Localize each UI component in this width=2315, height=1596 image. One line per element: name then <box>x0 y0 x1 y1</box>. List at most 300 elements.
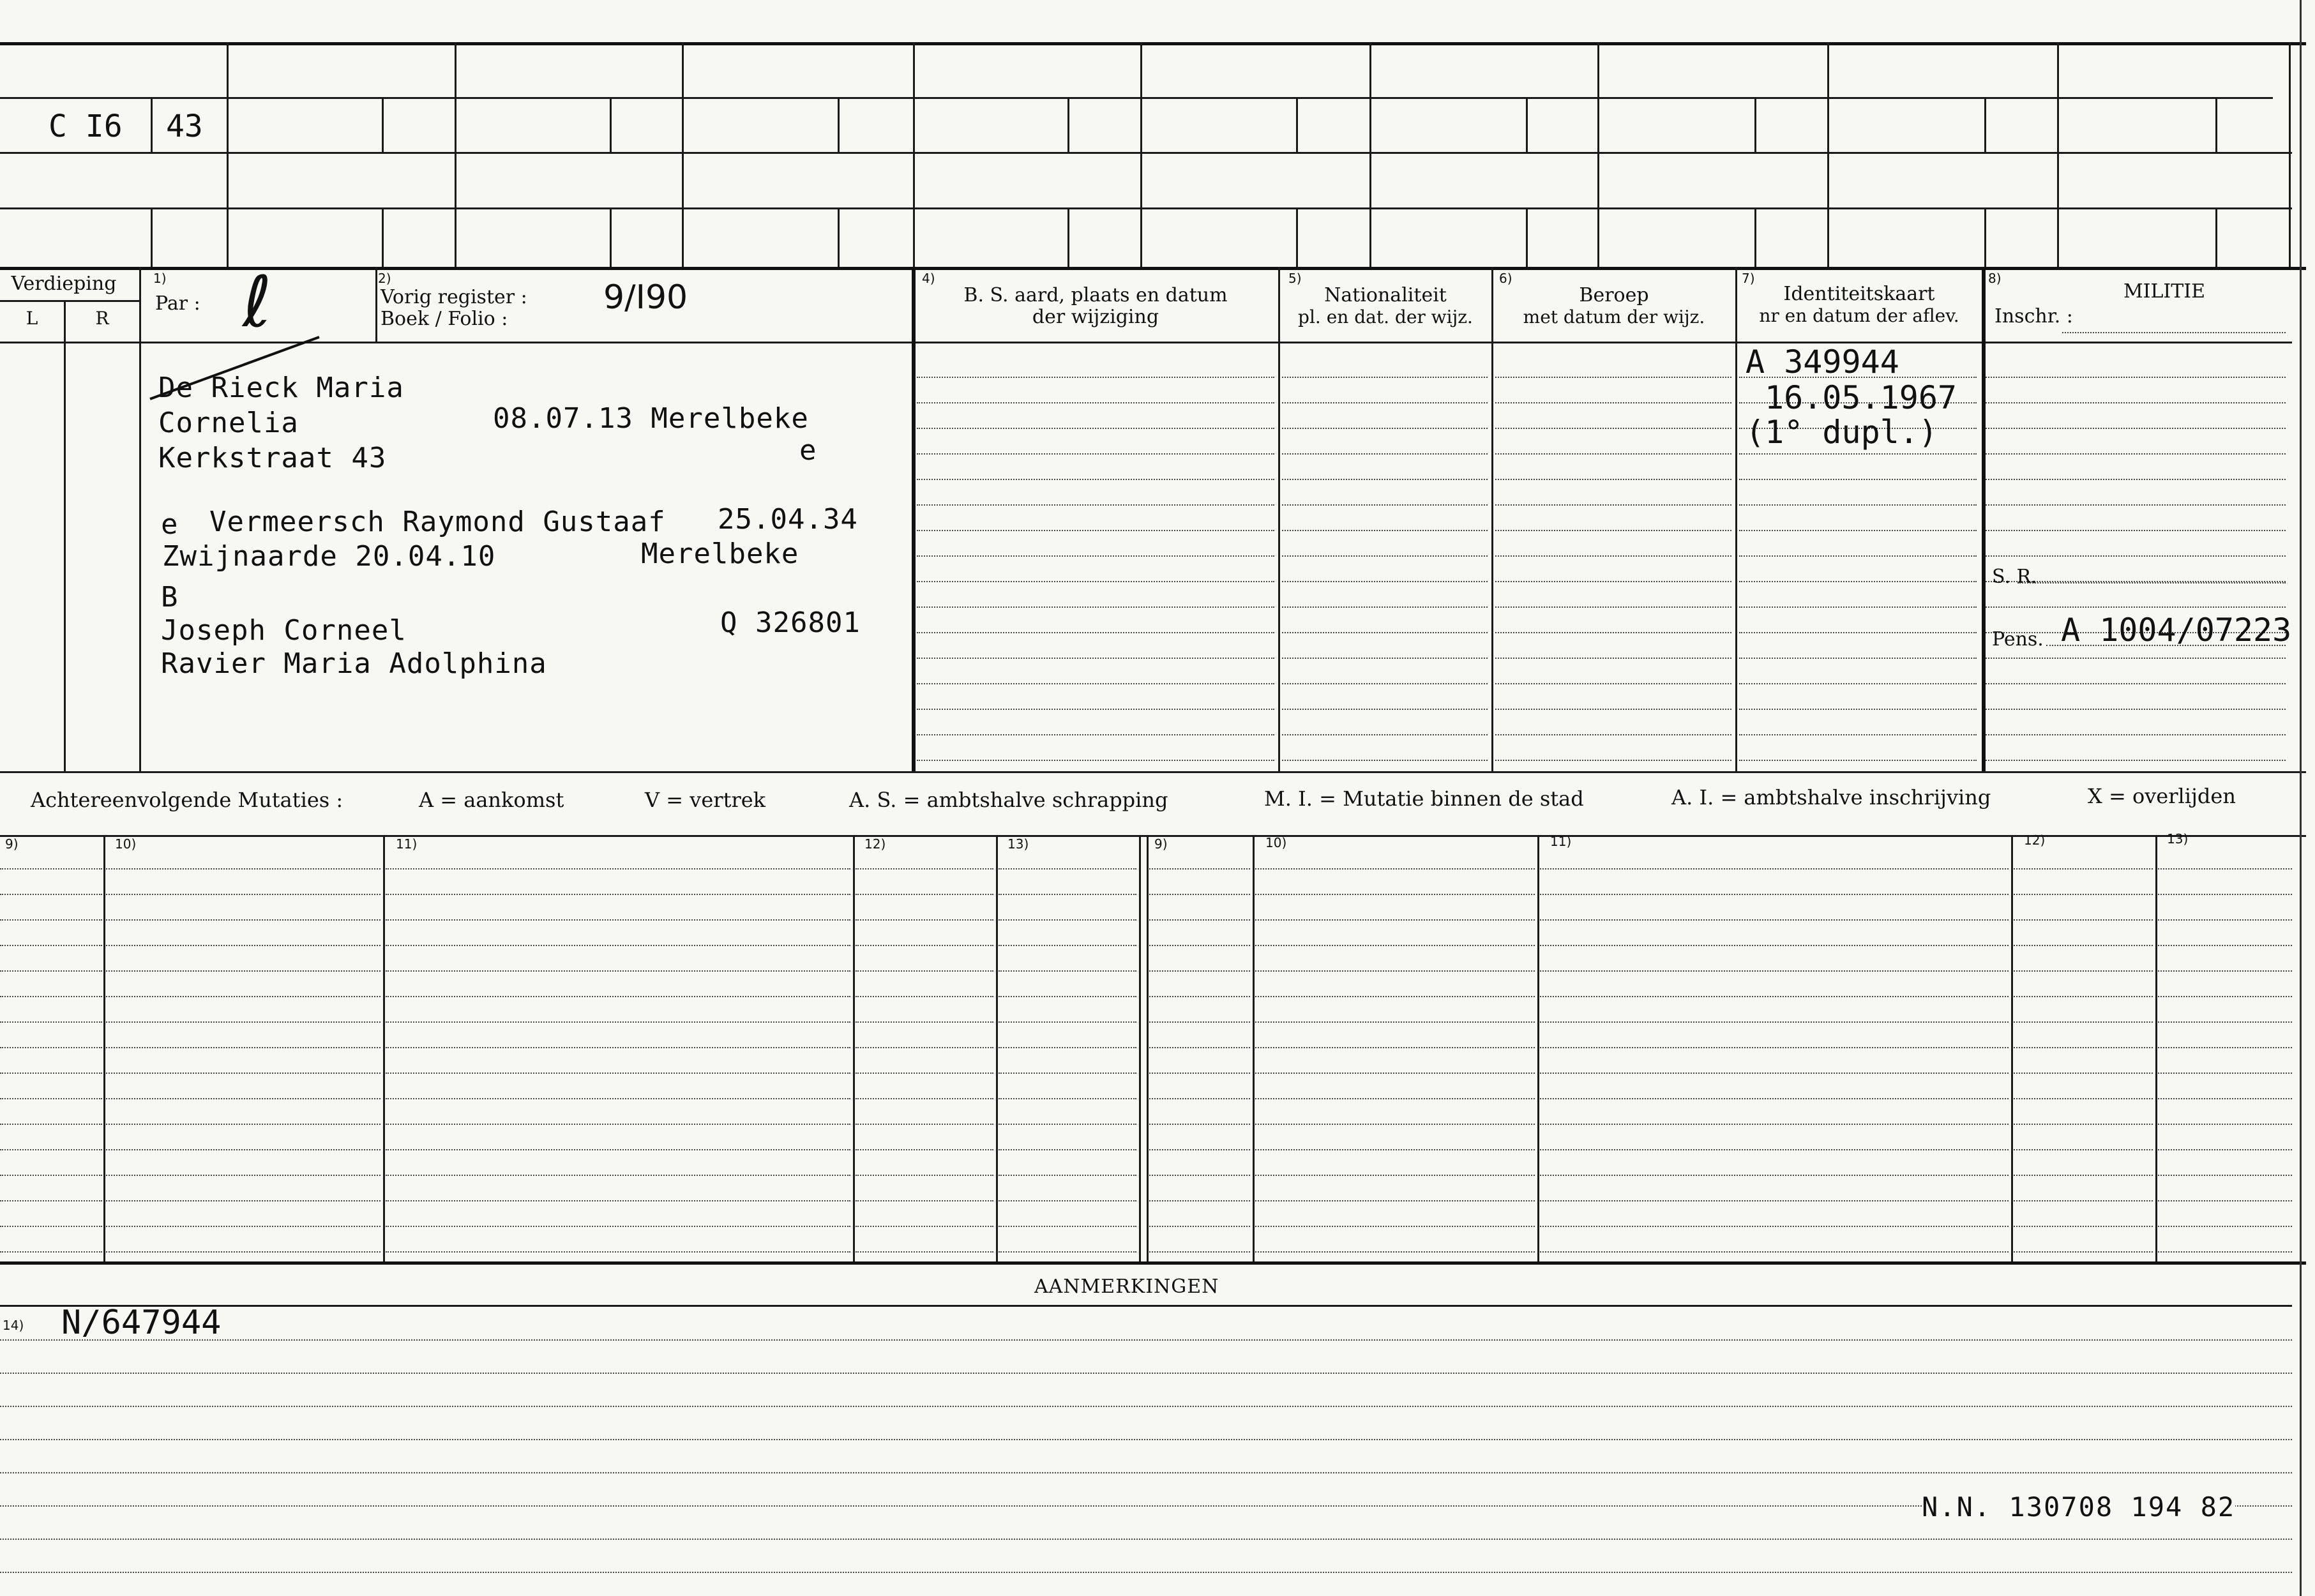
ruling-line <box>1739 581 1977 582</box>
top-grid-line <box>0 207 2292 209</box>
ruling-line <box>1986 402 2286 403</box>
ruling-line <box>917 658 1274 659</box>
card-number: 43 <box>166 109 203 144</box>
spouse-prefix: e <box>161 508 179 541</box>
ruling-line <box>0 1339 2292 1341</box>
ruling-line <box>917 377 1274 378</box>
ruling-line <box>1739 479 1977 480</box>
ruling-line <box>1540 1251 2009 1253</box>
grid-line <box>1754 207 1756 267</box>
ruling-line <box>917 734 1274 735</box>
ruling-line <box>2158 1251 2292 1253</box>
ruling-line <box>0 1572 2292 1573</box>
col4-subtitle: der wijziging <box>1032 306 1159 328</box>
mut-col-line <box>383 835 385 1263</box>
grid-line <box>2289 42 2291 267</box>
ruling-line <box>1255 1021 1535 1023</box>
ruling-line <box>1739 555 1977 557</box>
ruling-line <box>999 1021 1136 1023</box>
mut-col-line <box>2011 835 2013 1263</box>
right-edge <box>2300 0 2302 1596</box>
ruling-line <box>1540 945 2009 946</box>
ruling-line <box>2014 1098 2153 1099</box>
ruling-line <box>856 1098 993 1099</box>
ruling-line <box>2014 996 2153 997</box>
ruling-line <box>917 453 1274 455</box>
ruling-line <box>106 1175 381 1176</box>
ruling-line <box>2158 1047 2292 1048</box>
ruling-line <box>0 1098 102 1099</box>
ruling-line <box>0 1149 102 1150</box>
ruling-line <box>856 868 993 870</box>
mut-left-h9: 9) <box>5 836 19 852</box>
ruling-line <box>1739 504 1977 506</box>
top-grid-line <box>0 97 2273 99</box>
ruling-line <box>1255 1175 1535 1176</box>
col4-title: B. S. aard, plaats en datum <box>963 284 1228 306</box>
card-series: C I6 <box>49 109 123 144</box>
legend-top-line <box>0 771 2306 773</box>
ruling-line <box>1149 996 1250 997</box>
ruling-line <box>1540 1098 2009 1099</box>
ruling-line <box>0 1226 102 1227</box>
ruling-line <box>1540 996 2009 997</box>
ruling-line <box>2014 1047 2153 1048</box>
legend-x: X = overlijden <box>2088 784 2236 808</box>
ruling-line <box>386 1021 850 1023</box>
ruling-line <box>106 1200 381 1201</box>
id-card-date: 16.05.1967 <box>1765 379 1957 416</box>
ruling-line <box>999 1200 1136 1201</box>
ruling-line <box>1986 683 2286 684</box>
ruling-line <box>1495 504 1731 506</box>
grid-line <box>1067 97 1069 152</box>
ruling-line <box>1255 894 1535 895</box>
ruling-line <box>1149 1226 1250 1227</box>
col6-subtitle: met datum der wijz. <box>1523 306 1705 327</box>
person-name-line2: Cornelia <box>158 407 299 439</box>
col5-title: Nationaliteit <box>1324 284 1447 306</box>
ruling-line <box>1149 1098 1250 1099</box>
mut-col-line <box>1253 835 1255 1263</box>
par-num: 1) <box>153 271 167 286</box>
ruling-line <box>1540 1149 2009 1150</box>
floor-lr-divider <box>64 300 66 771</box>
ruling-line <box>2158 1098 2292 1099</box>
ruling-line <box>917 530 1274 531</box>
col4-num: 4) <box>922 271 935 286</box>
grid-line <box>610 97 612 152</box>
ruling-line <box>1255 1073 1535 1074</box>
ruling-line <box>1282 504 1488 506</box>
ruling-line <box>999 945 1136 946</box>
ruling-line <box>1495 760 1731 761</box>
floor-right: R <box>95 308 109 329</box>
grid-line <box>1296 207 1298 267</box>
person-address: Kerkstraat 43 <box>158 442 387 474</box>
remarks-value: N/647944 <box>61 1304 222 1342</box>
ruling-line <box>1282 402 1488 403</box>
ruling-line <box>2014 970 2153 972</box>
mut-col-line <box>853 835 855 1263</box>
mut-left-h13: 13) <box>1007 836 1029 852</box>
mut-right-h9: 9) <box>1154 836 1168 852</box>
ruling-line <box>1282 581 1488 582</box>
mut-col-line <box>2155 835 2157 1263</box>
ruling-line <box>1540 1200 2009 1201</box>
ruling-line <box>1986 479 2286 480</box>
mother-name: Ravier Maria Adolphina <box>161 647 547 680</box>
grid-line <box>2215 207 2217 267</box>
ruling-line <box>1540 970 2009 972</box>
floor-border <box>139 267 141 771</box>
ruling-line <box>0 970 102 972</box>
ruling-line <box>1282 606 1488 608</box>
b-mark: B <box>161 581 179 614</box>
header-bottom-line <box>0 342 2292 343</box>
col4-border <box>912 267 916 771</box>
ruling-line <box>386 868 850 870</box>
ruling-line <box>999 1149 1136 1150</box>
grid-line <box>1526 207 1528 267</box>
national-number: N.N. 130708 194 82 <box>1922 1491 2236 1523</box>
ruling-line <box>1986 377 2286 378</box>
col6-border <box>1491 267 1493 771</box>
ruling-line <box>917 555 1274 557</box>
ruling-line <box>1540 1175 2009 1176</box>
person-name-line1: De Rieck Maria <box>158 372 404 404</box>
person-e-mark: e <box>799 434 817 467</box>
top-border <box>0 42 2306 45</box>
militia-sr-label: S. R. <box>1992 566 2037 588</box>
ruling-line <box>856 1047 993 1048</box>
mut-col-line <box>1139 835 1141 1263</box>
grid-line <box>1369 42 1371 267</box>
ruling-line <box>856 894 993 895</box>
ruling-line <box>1540 1124 2009 1125</box>
ruling-line <box>1149 970 1250 972</box>
ruling-line <box>999 894 1136 895</box>
col8-border <box>1982 267 1986 771</box>
ruling-line <box>1282 709 1488 710</box>
ruling-line <box>0 919 102 921</box>
ruling-line <box>1739 683 1977 684</box>
ruling-line <box>1739 709 1977 710</box>
ruling-line <box>2014 868 2153 870</box>
ruling-line <box>0 1251 102 1253</box>
militia-pens-value: A 1004/07223 <box>2061 612 2292 649</box>
ruling-line <box>386 1149 850 1150</box>
ruling-line <box>386 996 850 997</box>
ruling-line <box>1739 658 1977 659</box>
mut-right-h13: 13) <box>2167 831 2189 847</box>
ruling-line <box>386 945 850 946</box>
ruling-line <box>106 970 381 972</box>
ruling-line <box>856 919 993 921</box>
ruling-line <box>106 1047 381 1048</box>
ruling-line <box>0 1200 102 1201</box>
ruling-line <box>917 479 1274 480</box>
ruling-line <box>856 1124 993 1125</box>
grid-line <box>682 42 684 267</box>
ruling-line <box>856 970 993 972</box>
col5-border <box>1278 267 1280 771</box>
grid-line <box>610 207 612 267</box>
ruling-line <box>1149 1175 1250 1176</box>
ruling-line <box>0 996 102 997</box>
ruling-line <box>1495 530 1731 531</box>
militia-title: MILITIE <box>2123 280 2206 303</box>
grid-line <box>1140 42 1142 267</box>
ruling-line <box>2158 1073 2292 1074</box>
ruling-line <box>1495 402 1731 403</box>
col7-title: Identiteitskaart <box>1783 283 1935 305</box>
ruling-line <box>0 1439 2292 1440</box>
grid-line <box>2057 42 2059 267</box>
remarks-title-line <box>0 1305 2292 1307</box>
ruling-line <box>2158 868 2292 870</box>
ruling-line <box>2014 945 2153 946</box>
ruling-line <box>999 1098 1136 1099</box>
par-mark: ℓ <box>243 261 272 343</box>
ruling-line <box>856 1149 993 1150</box>
grid-line <box>1984 97 1986 152</box>
militia-pens-label: Pens. <box>1992 628 2044 651</box>
ruling-line <box>106 996 381 997</box>
ruling-line <box>106 868 381 870</box>
legend-title: Achtereenvolgende Mutaties : <box>31 788 343 812</box>
ruling-line <box>917 760 1274 761</box>
ruling-line <box>2158 1124 2292 1125</box>
remarks-num: 14) <box>3 1318 24 1333</box>
prev-book-label: Boek / Folio : <box>381 308 508 330</box>
grid-line <box>838 97 840 152</box>
mutations-top-line <box>0 835 2306 837</box>
col8-num: 8) <box>1988 271 2002 286</box>
ruling-line <box>1540 919 2009 921</box>
ruling-line <box>1739 453 1977 455</box>
ruling-line <box>1282 453 1488 455</box>
ruling-line <box>1282 632 1488 633</box>
ruling-line <box>1495 606 1731 608</box>
ruling-line <box>386 1098 850 1099</box>
ruling-line <box>1255 1200 1535 1201</box>
ruling-line <box>1986 658 2286 659</box>
ruling-line <box>386 1047 850 1048</box>
ruling-line <box>1495 453 1731 455</box>
legend-v: V = vertrek <box>645 788 766 812</box>
ruling-line <box>2158 996 2292 997</box>
ruling-line <box>386 1200 850 1201</box>
ruling-line <box>856 945 993 946</box>
col6-num: 6) <box>1499 271 1512 286</box>
ruling-line <box>2014 1251 2153 1253</box>
ruling-line <box>1739 606 1977 608</box>
ruling-line <box>999 970 1136 972</box>
ruling-line <box>1986 760 2286 761</box>
ruling-line <box>106 1021 381 1023</box>
ruling-line <box>2158 1175 2292 1176</box>
ruling-line <box>1255 919 1535 921</box>
ruling-line <box>1540 1047 2009 1048</box>
grid-line <box>151 97 153 152</box>
ruling-line <box>1255 1098 1535 1099</box>
ruling-line <box>1495 555 1731 557</box>
legend-as: A. S. = ambtshalve schrapping <box>849 788 1168 812</box>
mut-col-line <box>1147 835 1149 1263</box>
ruling-line <box>1282 760 1488 761</box>
ruling-line <box>106 1124 381 1125</box>
ruling-line <box>1495 377 1731 378</box>
ruling-line <box>1255 970 1535 972</box>
grid-line <box>1827 42 1829 267</box>
ruling-line <box>1739 632 1977 633</box>
ruling-line <box>917 581 1274 582</box>
ruling-line <box>1149 1021 1250 1023</box>
ruling-line <box>1255 1149 1535 1150</box>
ruling-line <box>2158 919 2292 921</box>
ruling-line <box>1986 606 2286 608</box>
spouse-name: Vermeersch Raymond Gustaaf <box>209 506 666 538</box>
ruling-line <box>1149 1149 1250 1150</box>
ruling-line <box>2014 1200 2153 1201</box>
ruling-line <box>386 1124 850 1125</box>
spouse-birth: Zwijnaarde 20.04.10 <box>162 540 496 573</box>
pens-dotline <box>2046 645 2286 646</box>
col7-num: 7) <box>1742 271 1755 286</box>
grid-line <box>2215 97 2217 152</box>
grid-line <box>382 207 384 267</box>
inschr-dotline <box>2062 332 2286 333</box>
mut-col-line <box>996 835 998 1263</box>
floor-divider <box>0 300 139 302</box>
ruling-line <box>1495 479 1731 480</box>
ruling-line <box>1255 945 1535 946</box>
ruling-line <box>0 1073 102 1074</box>
ruling-line <box>1495 428 1731 429</box>
ruling-line <box>2014 1021 2153 1023</box>
ruling-line <box>856 1226 993 1227</box>
floor-title: Verdieping <box>11 273 117 295</box>
mut-right-h12: 12) <box>2024 832 2046 848</box>
ruling-line <box>1255 1047 1535 1048</box>
ruling-line <box>999 919 1136 921</box>
militia-inschr-label: Inschr. : <box>1995 305 2073 327</box>
ruling-line <box>386 1175 850 1176</box>
ruling-line <box>0 1406 2292 1407</box>
ruling-line <box>1149 1047 1250 1048</box>
ruling-line <box>1986 555 2286 557</box>
legend-ai: A. I. = ambtshalve inschrijving <box>1671 785 1991 809</box>
ruling-line <box>1986 530 2286 531</box>
grid-line <box>1526 97 1528 152</box>
registry-code: Q 326801 <box>720 606 861 639</box>
ruling-line <box>0 1047 102 1048</box>
sr-dotline <box>2017 582 2286 583</box>
ruling-line <box>1986 709 2286 710</box>
ruling-line <box>2014 1226 2153 1227</box>
col5-num: 5) <box>1288 271 1302 286</box>
ruling-line <box>386 1226 850 1227</box>
ruling-line <box>1255 1124 1535 1125</box>
legend-a: A = aankomst <box>419 788 564 812</box>
ruling-line <box>917 632 1274 633</box>
ruling-line <box>386 1073 850 1074</box>
ruling-line <box>1149 1124 1250 1125</box>
ruling-line <box>0 1021 102 1023</box>
ruling-line <box>0 1373 2292 1374</box>
mut-left-h12: 12) <box>864 836 886 852</box>
mut-col-line <box>103 835 105 1263</box>
ruling-line <box>1540 1073 2009 1074</box>
ruling-line <box>1495 683 1731 684</box>
ruling-line <box>1540 1021 2009 1023</box>
ruling-line <box>2158 1200 2292 1201</box>
mut-right-h11: 11) <box>1550 834 1572 849</box>
ruling-line <box>2158 1149 2292 1150</box>
ruling-line <box>917 606 1274 608</box>
ruling-line <box>0 945 102 946</box>
grid-line <box>1984 207 1986 267</box>
mut-right-h10: 10) <box>1265 835 1287 850</box>
ruling-line <box>386 894 850 895</box>
ruling-line <box>1739 734 1977 735</box>
id-card-number: A 349944 <box>1746 343 1899 380</box>
ruling-line <box>999 1124 1136 1125</box>
ruling-line <box>1282 530 1488 531</box>
strike-line <box>147 332 326 402</box>
ruling-line <box>1255 996 1535 997</box>
ruling-line <box>917 402 1274 403</box>
prev-register-num: 2) <box>378 271 391 286</box>
col7-subtitle: nr en datum der aflev. <box>1759 305 1959 326</box>
ruling-line <box>106 894 381 895</box>
ruling-line <box>0 1175 102 1176</box>
id-card-note: (1° dupl.) <box>1746 414 1938 451</box>
ruling-line <box>106 1098 381 1099</box>
ruling-line <box>2158 1021 2292 1023</box>
ruling-line <box>1149 894 1250 895</box>
grid-line <box>838 207 840 267</box>
ruling-line <box>856 1021 993 1023</box>
ruling-line <box>856 996 993 997</box>
ruling-line <box>917 504 1274 506</box>
ruling-line <box>1495 632 1731 633</box>
ruling-line <box>1495 709 1731 710</box>
ruling-line <box>106 1149 381 1150</box>
ruling-line <box>999 1175 1136 1176</box>
ruling-line <box>1282 734 1488 735</box>
ruling-line <box>1282 428 1488 429</box>
ruling-line <box>1282 479 1488 480</box>
prev-register-label: Vorig register : <box>381 286 527 308</box>
ruling-line <box>917 428 1274 429</box>
ruling-line <box>0 1539 2292 1540</box>
legend-mi: M. I. = Mutatie binnen de stad <box>1264 787 1584 811</box>
ruling-line <box>856 1251 993 1253</box>
ruling-line <box>856 1175 993 1176</box>
ruling-line <box>999 1073 1136 1074</box>
grid-line <box>1296 97 1298 152</box>
ruling-line <box>0 894 102 895</box>
ruling-line <box>386 970 850 972</box>
father-name: Joseph Corneel <box>161 614 407 647</box>
ruling-line <box>1255 1251 1535 1253</box>
ruling-line <box>1540 868 2009 870</box>
ruling-line <box>1986 504 2286 506</box>
ruling-line <box>999 868 1136 870</box>
ruling-line <box>2158 945 2292 946</box>
